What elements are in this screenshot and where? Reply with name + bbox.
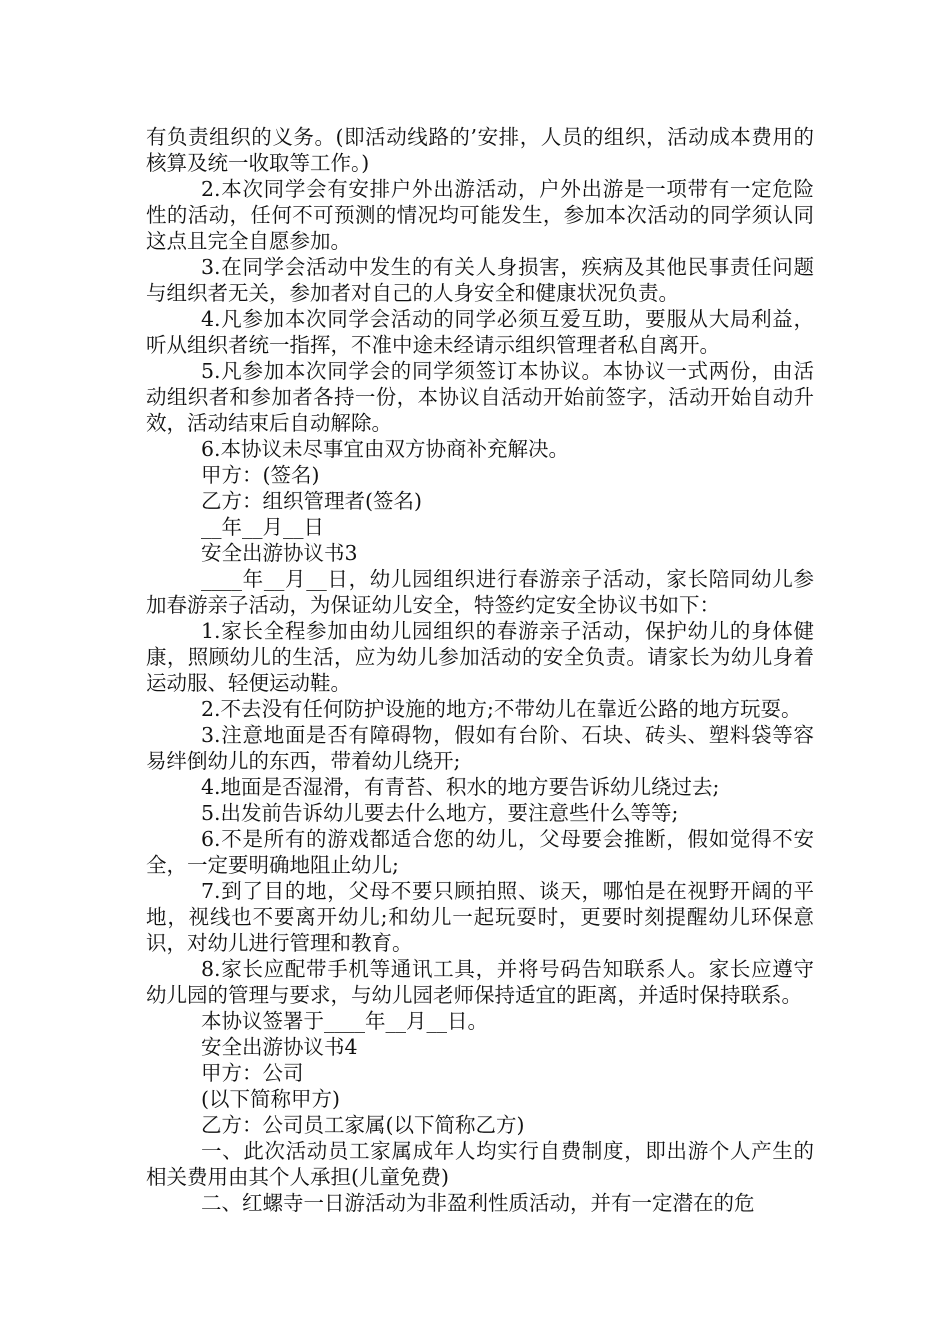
- paragraph-organizer-duty: 有负责组织的义务。(即活动线路的’安排，人员的组织，活动成本费用的核算及统一收取等工作。): [146, 125, 814, 175]
- party-b-line: 乙方：公司员工家属(以下简称乙方): [201, 1113, 525, 1137]
- paragraph-item-6-supplement: 6.本协议未尽事宜由双方协商补充解决。: [201, 437, 570, 461]
- party-a-signature-line: 甲方：(签名): [201, 463, 320, 487]
- paragraph-rule-1: 1.家长全程参加由幼儿园组织的春游亲子活动，保护幼儿的身体健康，照顾幼儿的生活，应为幼儿参加活动的安全负责。请家长为幼儿身着运动服、轻便运动鞋。: [146, 619, 814, 695]
- section-title-agreement-3: 安全出游协议书3: [201, 541, 358, 565]
- party-a-line: 甲方：公司: [201, 1061, 304, 1085]
- party-a-abbreviation: (以下简称甲方): [201, 1087, 340, 1111]
- paragraph-rule-8: 8.家长应配带手机等通讯工具，并将号码告知联系人。家长应遵守幼儿园的管理与要求，与幼儿园老师保持适宜的距离，并适时保持联系。: [146, 957, 814, 1007]
- paragraph-rule-2: 2.不去没有任何防护设施的地方;不带幼儿在靠近公路的地方玩耍。: [201, 697, 802, 721]
- paragraph-item-4-cooperation: 4.凡参加本次同学会活动的同学必须互爱互助，要服从大局利益，听从组织者统一指挥，不准中途未经请示组织管理者私自离开。: [146, 307, 814, 357]
- paragraph-item-5-signing: 5.凡参加本次同学会的同学须签订本协议。本协议一式两份，由活动组织者和参加者各持一份，本协议自活动开始前签字，活动开始自动升效，活动结束后自动解除。: [146, 359, 814, 435]
- paragraph-item-2-outdoor: 2.本次同学会有安排户外出游活动，户外出游是一项带有一定危险性的活动，任何不可预测的情况均可能发生，参加本次活动的同学须认同这点且完全自愿参加。: [146, 177, 814, 253]
- date-line: __年__月__日: [201, 515, 324, 539]
- clause-one: 一、此次活动员工家属成年人均实行自费制度，即出游个人产生的相关费用由其个人承担(儿童免费): [146, 1139, 814, 1189]
- clause-two: 二、红螺寺一日游活动为非盈利性质活动，并有一定潜在的危: [201, 1191, 755, 1215]
- paragraph-rule-3: 3.注意地面是否有障碍物，假如有台阶、石块、砖头、塑料袋等容易绊倒幼儿的东西，带着幼儿绕开;: [146, 723, 814, 773]
- signing-date-line: 本协议签署于____年__月__日。: [201, 1009, 488, 1033]
- paragraph-rule-7: 7.到了目的地，父母不要只顾拍照、谈天，哪怕是在视野开阔的平地，视线也不要离开幼儿;和幼儿一起玩耍时，更要时刻提醒幼儿环保意识，对幼儿进行管理和教育。: [146, 879, 814, 955]
- paragraph-rule-5: 5.出发前告诉幼儿要去什么地方，要注意些什么等等;: [201, 801, 679, 825]
- party-b-signature-line: 乙方：组织管理者(签名): [201, 489, 422, 513]
- paragraph-rule-4: 4.地面是否湿滑，有青苔、积水的地方要告诉幼儿绕过去;: [201, 775, 720, 799]
- paragraph-item-3-liability: 3.在同学会活动中发生的有关人身损害，疾病及其他民事责任问题与组织者无关，参加者对自己的人身安全和健康状况负责。: [146, 255, 814, 305]
- section-title-agreement-4: 安全出游协议书4: [201, 1035, 358, 1059]
- paragraph-spring-outing-intro: ____年__月__日，幼儿园组织进行春游亲子活动，家长陪同幼儿参加春游亲子活动，为保证幼儿安全，特签约定安全协议书如下：: [146, 567, 814, 617]
- paragraph-rule-6: 6.不是所有的游戏都适合您的幼儿，父母要会推断，假如觉得不安全，一定要明确地阻止幼儿;: [146, 827, 814, 877]
- document-body: [146, 124, 814, 1216]
